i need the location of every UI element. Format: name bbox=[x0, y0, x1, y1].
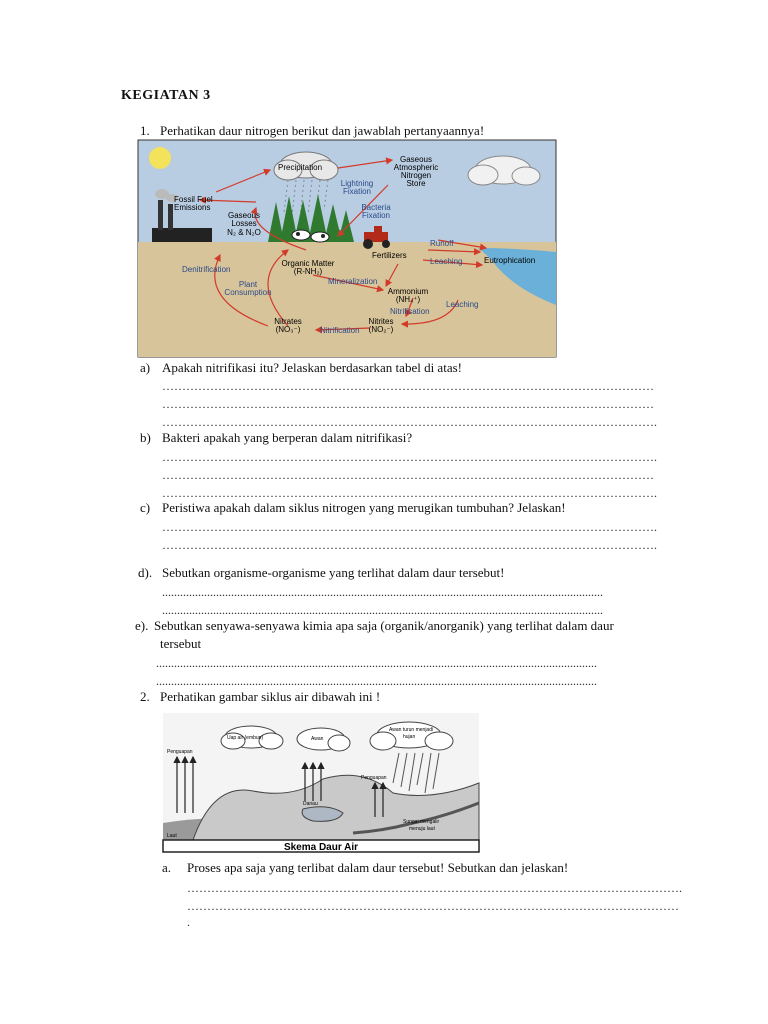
q2-sub-a-text: Proses apa saja yang terlibat dalam daur tersebut! Sebutkan dan jelaskan! bbox=[187, 860, 569, 875]
svg-text:Store: Store bbox=[406, 179, 426, 188]
label-sungai: Sungai mengalir bbox=[403, 819, 440, 825]
water-cycle-diagram bbox=[163, 713, 479, 852]
label-lightning bbox=[341, 179, 373, 196]
label-runoff: Runoff bbox=[430, 239, 454, 248]
sub-b-text: Bakteri apakah yang berperan dalam nitrifikasi? bbox=[162, 430, 413, 445]
sub-d-label: d). bbox=[138, 565, 153, 580]
label-mineralization: Mineralization bbox=[328, 277, 378, 286]
sub-d-text: Sebutkan organisme-organisme yang terlihat dalam daur tersebut! bbox=[162, 565, 505, 580]
svg-text:(NO₂⁻): (NO₂⁻) bbox=[368, 325, 394, 334]
sun-icon bbox=[149, 147, 171, 169]
svg-text:N₂ & N₂O: N₂ & N₂O bbox=[227, 228, 261, 237]
svg-text:Losses: Losses bbox=[231, 219, 257, 228]
svg-text:Bacteria: Bacteria bbox=[361, 203, 391, 212]
answer-line[interactable]: …………………………………………………………………………………………………………… bbox=[162, 379, 654, 393]
svg-text:Gaseous: Gaseous bbox=[399, 155, 433, 164]
svg-text:Emissions: Emissions bbox=[174, 203, 211, 212]
svg-text:Fossil Fuel: Fossil Fuel bbox=[174, 195, 213, 204]
label-leaching-2: Leaching bbox=[446, 300, 479, 309]
answer-line[interactable]: ................................................................................................................................................... bbox=[156, 656, 597, 670]
sub-a-label: a) bbox=[140, 360, 151, 375]
answer-line[interactable]: ……………………………………………………………………………………………………………. bbox=[162, 415, 657, 429]
label-denitrification: Denitrification bbox=[182, 265, 231, 274]
label-nitrates bbox=[274, 317, 302, 334]
answer-line[interactable]: ................................................................................................................................................... bbox=[156, 674, 597, 688]
label-awan-turun: Awan turun menjadi bbox=[389, 727, 434, 733]
sub-e-label: e). bbox=[135, 618, 149, 633]
svg-text:Nitrites: Nitrites bbox=[368, 317, 394, 326]
label-uap-air: Uap air (embun) bbox=[227, 735, 264, 741]
label-eutrophication: Eutrophication bbox=[484, 256, 536, 265]
sub-c-label: c) bbox=[140, 500, 151, 515]
svg-text:Consumption: Consumption bbox=[224, 288, 272, 297]
question-2-text: Perhatikan gambar siklus air dibawah ini ! bbox=[160, 689, 381, 704]
answer-line[interactable]: …………………………………………………………………………………………………………… bbox=[162, 468, 654, 482]
answer-line[interactable]: ……………………………………………………………………………………………………………. bbox=[162, 520, 657, 534]
answer-line[interactable]: …………………………………………………………………………………………………………… bbox=[187, 899, 679, 913]
nitrogen-cycle-diagram bbox=[138, 140, 556, 357]
label-nitrites bbox=[369, 317, 394, 334]
question-1-text: Perhatikan daur nitrogen berikut dan jawablah pertanyaannya! bbox=[160, 123, 485, 138]
label-laut: Laut bbox=[167, 833, 177, 839]
svg-text:Fixation: Fixation bbox=[361, 211, 391, 220]
label-precipitation: Precipitation bbox=[278, 163, 323, 172]
label-awan: Awan bbox=[311, 736, 324, 742]
question-1-number: 1. bbox=[140, 123, 150, 138]
svg-text:Ammonium: Ammonium bbox=[387, 287, 429, 296]
label-penguapan-1: Penguapan bbox=[167, 749, 193, 755]
sub-e-text-cont: tersebut bbox=[160, 636, 202, 651]
svg-text:Organic Matter: Organic Matter bbox=[281, 259, 335, 268]
answer-line[interactable]: …………………………………………………………………………………………………………… bbox=[162, 397, 654, 411]
label-leaching-1: Leaching bbox=[430, 257, 463, 266]
answer-line[interactable]: ……………………………………………………………………………………………………………. bbox=[162, 538, 657, 552]
sub-c-text: Peristiwa apakah dalam siklus nitrogen yang merugikan tumbuhan? Jelaskan! bbox=[162, 500, 566, 515]
label-danau: Danau bbox=[303, 801, 318, 807]
svg-text:Lightning: Lightning bbox=[340, 179, 374, 188]
question-2-number: 2. bbox=[140, 689, 150, 704]
svg-text:Nitrogen: Nitrogen bbox=[400, 171, 432, 180]
answer-line[interactable]: . bbox=[187, 915, 190, 929]
svg-text:Gaseous: Gaseous bbox=[227, 211, 261, 220]
label-nitrification-1: Nitrification bbox=[390, 307, 430, 316]
label-penguapan-2: Penguapan bbox=[361, 775, 387, 781]
page-heading: KEGIATAN 3 bbox=[121, 88, 211, 103]
label-bacteria bbox=[361, 203, 391, 220]
label-nitrification-2: Nitrification bbox=[320, 326, 360, 335]
svg-text:(NH₄⁺): (NH₄⁺) bbox=[395, 295, 421, 304]
svg-text:Fixation: Fixation bbox=[342, 187, 372, 196]
svg-text:Plant: Plant bbox=[238, 280, 258, 289]
answer-line[interactable]: ……………………………………………………………………………………………………………. bbox=[162, 450, 657, 464]
svg-text:Nitrates: Nitrates bbox=[274, 317, 302, 326]
sub-e-text: Sebutkan senyawa-senyawa kimia apa saja (organik/anorganik) yang terlihat dalam daur bbox=[154, 618, 614, 633]
svg-text:Atmospheric: Atmospheric bbox=[393, 163, 439, 172]
answer-line[interactable]: ................................................................................................................................................... bbox=[162, 603, 603, 617]
svg-text:(R-NH₂): (R-NH₂) bbox=[293, 267, 323, 276]
label-gaseous-losses bbox=[227, 211, 261, 237]
sub-a-text: Apakah nitrifikasi itu? Jelaskan berdasarkan tabel di atas! bbox=[162, 360, 462, 375]
answer-line[interactable]: ................................................................................................................................................... bbox=[162, 585, 603, 599]
answer-line[interactable]: ……………………………………………………………………………………………………………. bbox=[162, 486, 657, 500]
answer-line[interactable]: ……………………………………………………………………………………………………………. bbox=[187, 881, 682, 895]
label-fertilizers: Fertilizers bbox=[372, 251, 407, 260]
caption: Skema Daur Air bbox=[283, 842, 359, 853]
q2-sub-a-label: a. bbox=[162, 860, 172, 875]
label-awan-turun-2: hujan bbox=[403, 734, 416, 740]
svg-text:(NO₃⁻): (NO₃⁻) bbox=[275, 325, 301, 334]
label-sungai-2: menuju laut bbox=[409, 826, 435, 832]
sub-b-label: b) bbox=[140, 430, 151, 445]
label-fossil-fuel bbox=[174, 195, 213, 212]
